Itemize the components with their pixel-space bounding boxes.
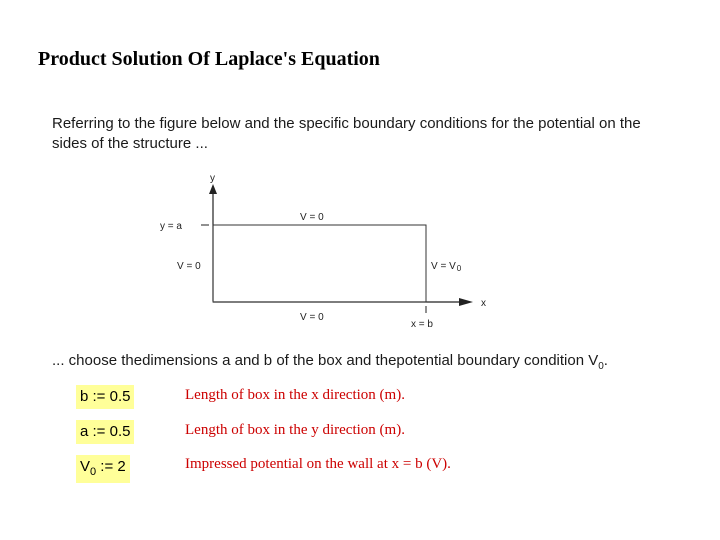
box-outline [213, 225, 426, 302]
top-boundary-label: V = 0 [300, 212, 324, 223]
definition-a-expression[interactable]: a := 0.5 [76, 420, 134, 444]
y-axis-label: y [210, 173, 215, 184]
bottom-boundary-label: V = 0 [300, 312, 324, 323]
intro-line-1: Referring to the figure below and the specific boundary conditions for the potential on the [52, 115, 641, 132]
right-boundary-label: $V = V_0$ [431, 261, 462, 273]
choose-v-subscript: 0 [598, 361, 604, 372]
choose-part-3: potential boundary condition V [396, 352, 599, 369]
definition-v0-expression[interactable]: $V_0$ := 2 [76, 455, 130, 483]
x-axis-arrowhead [459, 298, 473, 306]
intro-line-2: sides of the structure ... [52, 135, 208, 152]
y-axis-arrowhead [209, 184, 217, 194]
y-eq-a-label: y = a [160, 221, 182, 232]
definition-b-expression[interactable]: b := 0.5 [76, 385, 134, 409]
intro-text [52, 114, 692, 154]
choose-text [52, 352, 608, 372]
definition-a-description: Length of box in the y direction (m). [185, 422, 405, 438]
x-axis-label: x [481, 298, 486, 309]
x-eq-b-label: x = b [411, 319, 433, 330]
boundary-diagram [155, 168, 505, 338]
left-boundary-label: V = 0 [177, 261, 201, 272]
slide-title: Product Solution Of Laplace's Equation [38, 48, 380, 70]
definition-b-description: Length of box in the x direction (m). [185, 387, 405, 403]
choose-part-1: ... choose the [52, 352, 143, 369]
definition-v0-description: Impressed potential on the wall at x = b (V). [185, 456, 451, 472]
choose-end: . [603, 352, 608, 369]
choose-part-2: dimensions a and b of the box and the [142, 352, 397, 369]
